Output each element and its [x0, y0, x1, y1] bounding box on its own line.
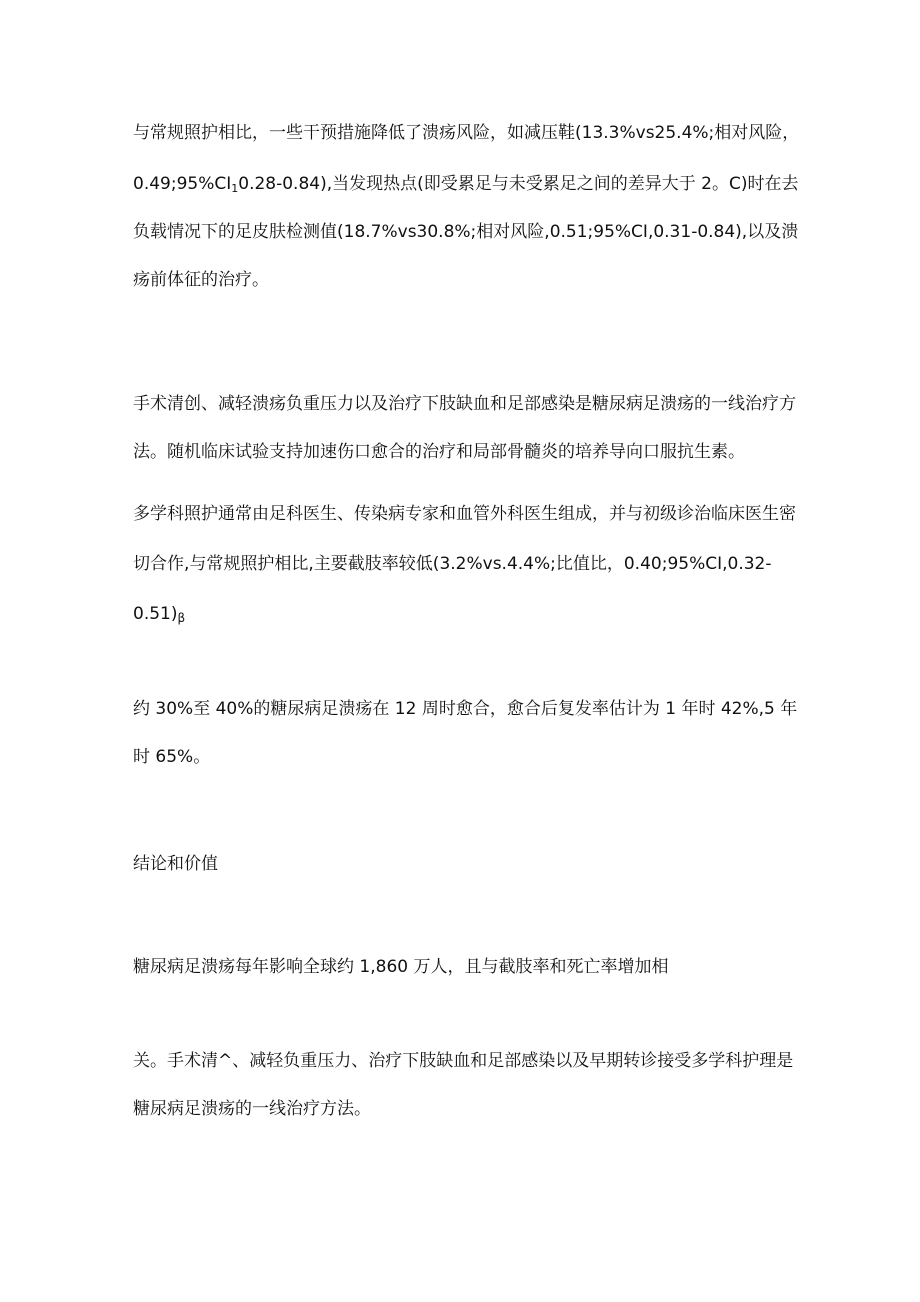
paragraph-6-line-2: 糖尿病足溃疡的一线治疗方法。	[133, 1099, 371, 1119]
paragraph-3-line-1: 多学科照护通常由足科医生、传染病专家和血管外科医生组成，并与初级诊治临床医生密	[133, 504, 796, 524]
section-heading: 结论和价值	[133, 854, 218, 874]
paragraph-1-line-2-a: 0.49;95%CI	[133, 174, 232, 194]
paragraph-5-line-1: 糖尿病足溃疡每年影响全球约 1,860 万人，且与截肢率和死亡率增加相	[133, 957, 669, 977]
paragraph-3-line-2: 切合作,与常规照护相比,主要截肢率较低(3.2%vs.4.4%;比值比，0.40;95%CI,0.32-	[133, 554, 772, 574]
paragraph-4-line-2: 时 65%。	[133, 747, 211, 767]
paragraph-4-line-1: 约 30%至 40%的糖尿病足溃疡在 12 周时愈合，愈合后复发率估计为 1 年时 42%,5 年	[133, 699, 798, 719]
paragraph-6-line-1: 关。手术清^、减轻负重压力、治疗下肢缺血和足部感染以及早期转诊接受多学科护理是	[133, 1051, 794, 1071]
paragraph-1-line-4: 疡前体征的治疗。	[133, 270, 269, 290]
paragraph-1-line-1: 与常规照护相比，一些干预措施降低了溃疡风险，如减压鞋(13.3%vs25.4%;相对风险，	[133, 123, 800, 143]
paragraph-2-line-2: 法。随机临床试验支持加速伤口愈合的治疗和局部骨髓炎的培养导向口服抗生素。	[133, 442, 745, 462]
paragraph-1-line-3: 负载情况下的足皮肤检测值(18.7%vs30.8%;相对风险,0.51;95%CI,0.31-0.84),以及溃	[133, 222, 799, 242]
paragraph-1-line-2	[133, 172, 798, 201]
paragraph-1-line-2-subscript: 1	[231, 182, 239, 195]
paragraph-3-line-3-a: 0.51)	[133, 604, 178, 624]
paragraph-2-line-1: 手术清创、减轻溃疡负重压力以及治疗下肢缺血和足部感染是糖尿病足溃疡的一线治疗方	[133, 394, 796, 414]
paragraph-1-line-2-b: 0.28-0.84),当发现热点(即受累足与未受累足之间的差异大于 2。C)时在去	[238, 174, 799, 194]
paragraph-3-line-3-subscript: β	[177, 611, 186, 625]
paragraph-3-line-3	[133, 602, 185, 630]
